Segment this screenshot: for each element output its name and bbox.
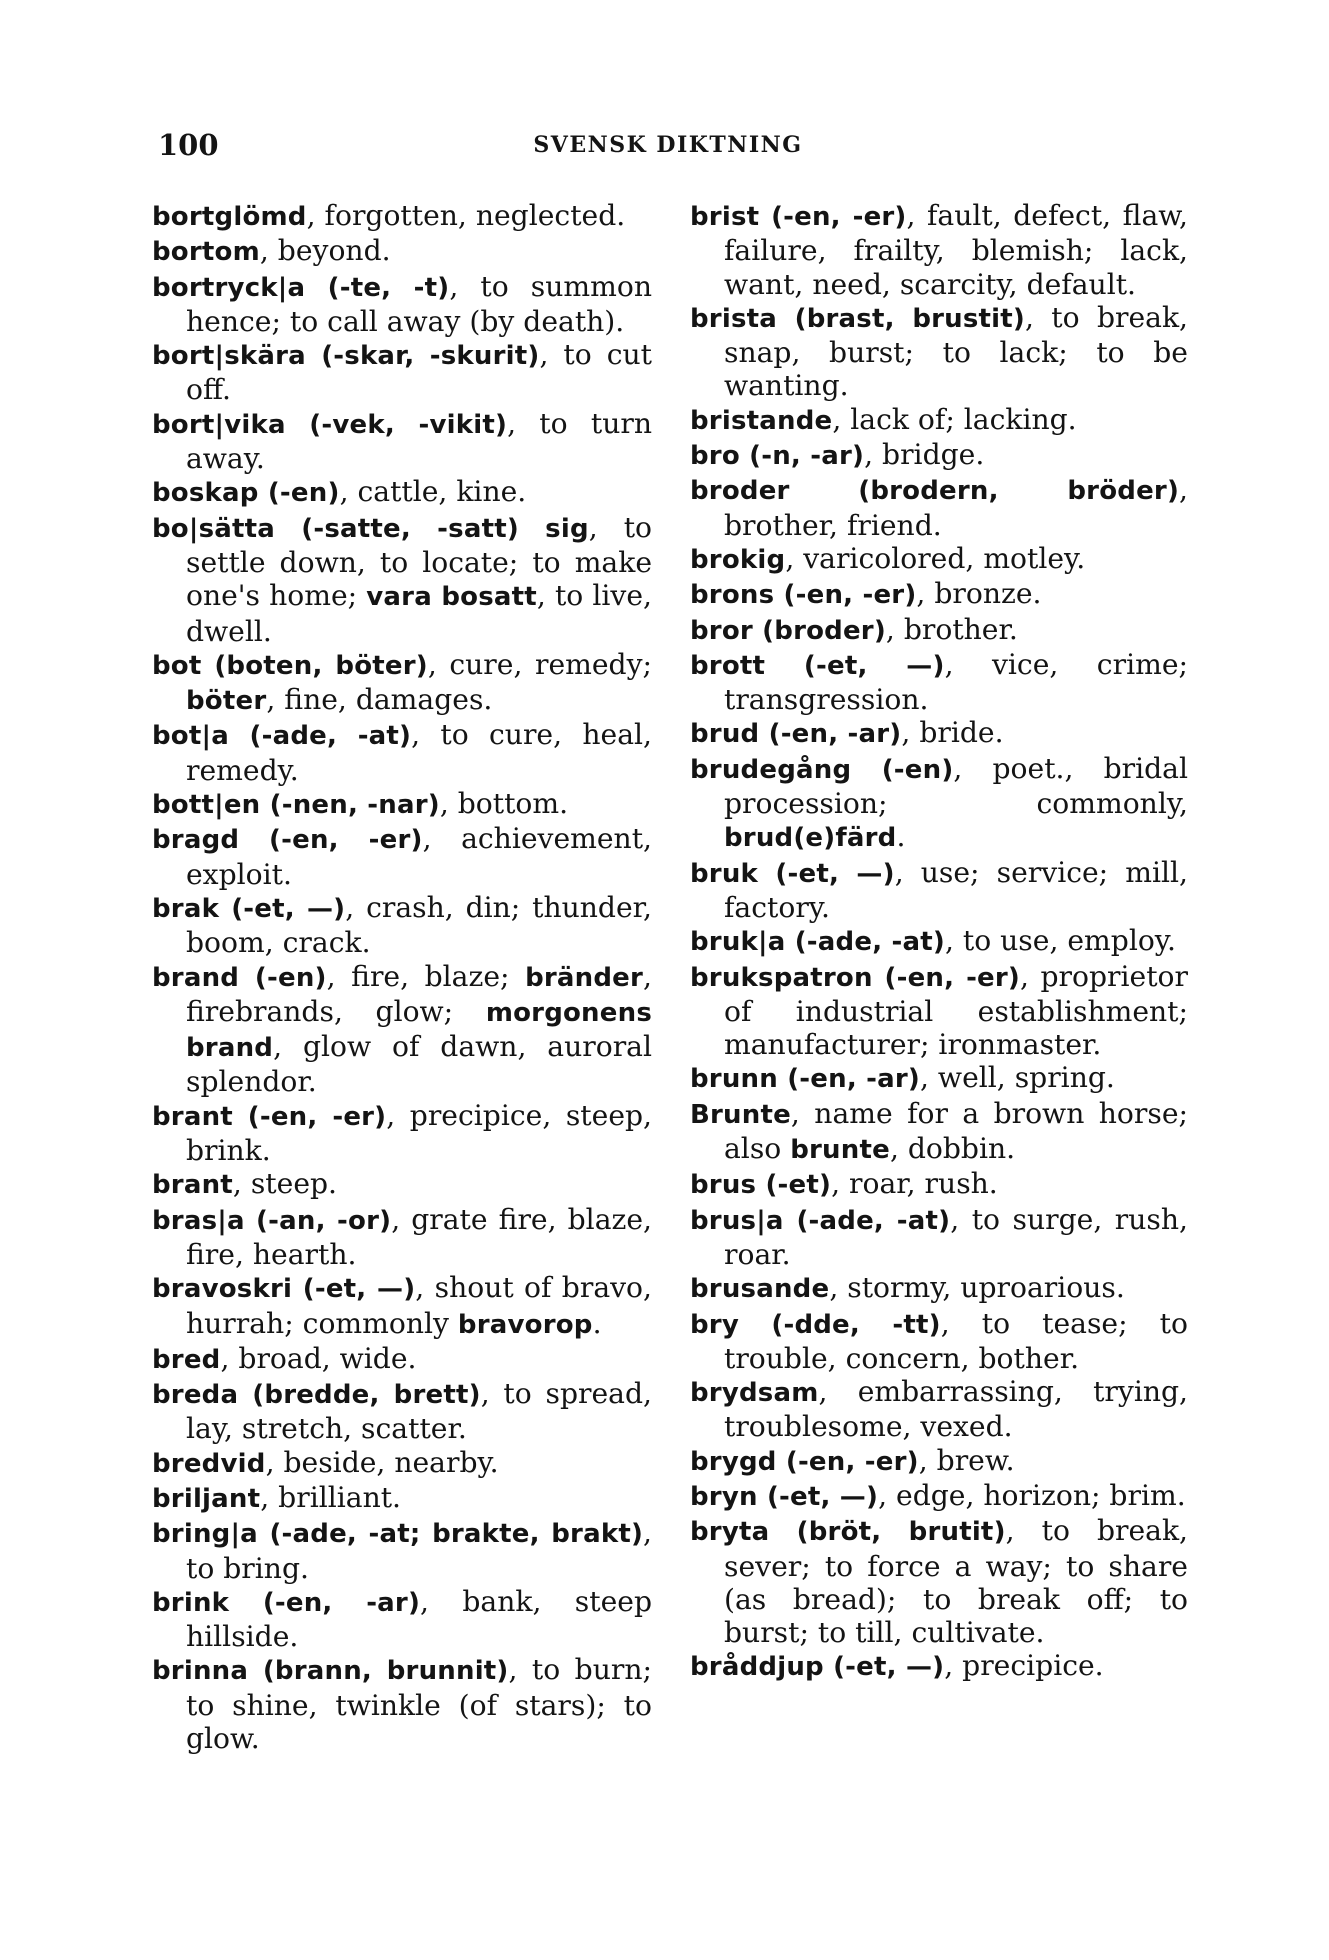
dictionary-entry xyxy=(152,822,652,891)
dictionary-entry xyxy=(690,1271,1188,1306)
definition-text: , use; service; mill, factory. xyxy=(724,855,1188,924)
headword: brus (-et) xyxy=(690,1170,832,1201)
definition-text: , firebrands, glow; xyxy=(186,959,652,1028)
headword: bring|a (-ade, -at; brakte, brakt) xyxy=(152,1519,644,1550)
headword: brunn (-en, -ar) xyxy=(690,1064,921,1095)
headword: bo|sätta (-satte, -satt) sig xyxy=(152,513,589,544)
definition-text: , proprietor of industrial establishment; manufacturer; ironmaster. xyxy=(724,959,1188,1062)
definition-text: , brew. xyxy=(918,1443,1015,1477)
dictionary-entry xyxy=(690,1167,1188,1202)
definition-text: , vice, crime; transgression. xyxy=(724,647,1188,717)
definition-text: , to spread, lay, stretch, scatter. xyxy=(186,1377,652,1446)
headword: breda (bredde, brett) xyxy=(152,1380,481,1411)
definition-text: , to cut off. xyxy=(186,338,652,407)
headword: brant xyxy=(152,1170,233,1201)
headword: bryta (bröt, brutit) xyxy=(690,1517,1006,1548)
definition-text: , to summon hence; to call away (by death). xyxy=(186,269,652,338)
definition-text: , broad, wide. xyxy=(220,1341,417,1375)
definition-text: , to break, sever; to force a way; to share (as bread); to break off; to burst; to till, cultivate. xyxy=(724,1514,1188,1650)
definition-text: , bank, steep hillside. xyxy=(186,1584,652,1654)
dictionary-entry xyxy=(152,960,652,1099)
dictionary-entry xyxy=(152,1203,652,1272)
headword: bruk|a (-ade, -at) xyxy=(690,927,945,958)
headword: brydsam xyxy=(690,1378,819,1409)
dictionary-entry xyxy=(152,199,652,234)
definition-text: , bronze. xyxy=(916,577,1042,611)
definition-text: , brother, friend. xyxy=(724,473,1188,542)
headword: brista (brast, brustit) xyxy=(690,303,1025,334)
headword: bortglömd xyxy=(152,202,307,232)
definition-text: , cure, remedy; xyxy=(427,647,652,681)
page-number: 100 xyxy=(158,128,219,162)
dictionary-entry xyxy=(690,1203,1188,1272)
definition-text: , brother. xyxy=(885,612,1018,646)
headword: brus|a (-ade, -at) xyxy=(690,1205,951,1236)
headword: brott (-et, —) xyxy=(690,650,945,681)
definition-text: , to use, employ. xyxy=(944,924,1176,958)
definition-text: , lack of; lacking. xyxy=(832,402,1077,436)
definition-text: , fine, damages. xyxy=(266,683,493,717)
dictionary-entry xyxy=(690,1514,1188,1649)
dictionary-entry xyxy=(152,1167,652,1202)
dictionary-entry xyxy=(152,338,652,407)
headword: Brunte xyxy=(690,1099,791,1130)
dictionary-entry xyxy=(690,473,1188,542)
headword: morgonens brand xyxy=(186,997,652,1064)
definition-text: , to settle down, to locate; to make one's home; xyxy=(186,510,653,613)
dictionary-entry xyxy=(152,475,652,510)
dictionary-entry xyxy=(152,1271,652,1342)
definition-text: , embarrassing, trying, troublesome, vexed. xyxy=(724,1375,1188,1444)
headword: brokig xyxy=(690,544,786,575)
definition-text: , well, spring. xyxy=(920,1061,1115,1095)
dictionary-entry xyxy=(152,1653,652,1755)
definition-text: , fire, blaze; xyxy=(326,959,526,993)
headword: bråddjup (-et, —) xyxy=(690,1652,945,1683)
headword: bristande xyxy=(690,405,833,436)
headword: vara bosatt xyxy=(366,582,537,613)
headword: brud(e)färd xyxy=(724,823,897,854)
headword: brak (-et, —) xyxy=(152,893,346,924)
definition-text: , precipice. xyxy=(944,1649,1104,1683)
headword: brusande xyxy=(690,1274,830,1305)
headword: bredvid xyxy=(152,1448,266,1479)
headword: bro (-n, -ar) xyxy=(690,441,865,472)
dictionary-entry xyxy=(152,270,652,339)
definition-text: , brilliant. xyxy=(260,1480,402,1514)
headword: brant (-en, -er) xyxy=(152,1101,387,1132)
dictionary-entry xyxy=(152,1377,652,1446)
dictionary-entry xyxy=(690,1479,1188,1514)
definition-text: , bottom. xyxy=(439,787,569,821)
definition-text: , precipice, steep, brink. xyxy=(186,1098,653,1168)
headword: bot|a (-ade, -at) xyxy=(152,721,412,752)
dictionary-entry xyxy=(152,1099,652,1168)
headword: böter xyxy=(186,686,267,717)
headword: brinna (brann, brunnit) xyxy=(152,1656,509,1687)
dictionary-entry xyxy=(690,1307,1188,1376)
dictionary-entry xyxy=(152,1481,652,1516)
definition-text: , poet., bridal procession; commonly, xyxy=(724,751,1188,821)
dictionary-entry xyxy=(690,1061,1188,1096)
dictionary-entry xyxy=(690,542,1188,577)
headword: bred xyxy=(152,1344,221,1375)
dictionary-entry xyxy=(690,1649,1188,1684)
definition-text: , stormy, uproarious. xyxy=(829,1271,1125,1305)
dictionary-entry xyxy=(152,1585,652,1654)
headword: briljant xyxy=(152,1483,261,1514)
definition-text: , edge, horizon; brim. xyxy=(878,1478,1186,1512)
definition-text: , shout of bravo, hurrah; commonly xyxy=(186,1271,652,1340)
headword: bryn (-et, —) xyxy=(690,1481,879,1512)
headword: bot (boten, böter) xyxy=(152,650,428,681)
definition-text: , dobbin. xyxy=(889,1132,1016,1166)
definition-text: , beside, nearby. xyxy=(265,1445,499,1479)
headword: bras|a (-an, -or) xyxy=(152,1205,392,1236)
headword: brud (-en, -ar) xyxy=(690,719,902,750)
dictionary-entry xyxy=(690,403,1188,438)
dictionary-entry xyxy=(690,199,1188,301)
definition-text: , crash, din; thunder, boom, crack. xyxy=(186,890,652,960)
headword: brygd (-en, -er) xyxy=(690,1446,919,1477)
dictionary-entry xyxy=(690,1097,1188,1168)
dictionary-entry xyxy=(690,716,1188,751)
dictionary-entry xyxy=(690,924,1188,959)
headword: brons (-en, -er) xyxy=(690,580,917,611)
headword: bry (-dde, -tt) xyxy=(690,1309,941,1340)
definition-text: , grate fire, blaze, fire, hearth. xyxy=(186,1202,652,1271)
dictionary-entry xyxy=(690,577,1188,612)
headword: bortom xyxy=(152,237,260,268)
headword: bortryck|a (-te, -t) xyxy=(152,272,450,303)
definition-text: , to burn; to shine, twinkle (of stars); to glow. xyxy=(186,1653,652,1756)
headword: bror (broder) xyxy=(690,615,886,646)
definition-text: , varicolored, motley. xyxy=(785,541,1086,575)
definition-text: , forgotten, neglected. xyxy=(306,199,626,232)
running-head: SVENSK DIKTNING xyxy=(533,132,803,158)
dictionary-entry xyxy=(152,648,652,719)
headword: bruk (-et, —) xyxy=(690,858,895,889)
headword: bragd (-en, -er) xyxy=(152,825,423,856)
dictionary-entry xyxy=(690,960,1188,1062)
headword: brink (-en, -ar) xyxy=(152,1587,421,1618)
definition-text: , to live, dwell. xyxy=(186,579,652,648)
definition-text: , achievement, exploit. xyxy=(186,822,652,891)
headword: bott|en (-nen, -nar) xyxy=(152,790,440,821)
right-column xyxy=(690,199,1188,1685)
definition-text: , glow of dawn, auroral splendor. xyxy=(186,1030,652,1099)
dictionary-entry xyxy=(152,1516,652,1585)
definition-text: , name for a brown horse; also xyxy=(724,1096,1188,1166)
dictionary-entry xyxy=(690,648,1188,717)
definition-text: , to surge, rush, roar. xyxy=(724,1202,1189,1271)
dictionary-entry xyxy=(152,1446,652,1481)
dictionary-entry xyxy=(152,718,652,787)
definition-text: , to turn away. xyxy=(186,406,652,476)
headword: bränder xyxy=(525,962,644,993)
definition-text: . xyxy=(896,820,906,854)
dictionary-entry xyxy=(690,856,1188,925)
headword: broder (brodern, bröder) xyxy=(690,476,1180,507)
definition-text: , roar, rush. xyxy=(831,1167,998,1201)
dictionary-entry xyxy=(152,787,652,822)
headword: brist (-en, -er) xyxy=(690,202,907,232)
left-column xyxy=(152,199,652,1755)
dictionary-entry xyxy=(690,301,1188,403)
definition-text: , cattle, kine. xyxy=(339,475,527,509)
dictionary-entry xyxy=(152,891,652,960)
definition-text: , to tease; to trouble, concern, bother. xyxy=(724,1306,1188,1375)
dictionary-entry xyxy=(152,407,652,476)
definition-text: , bridge. xyxy=(864,438,985,472)
definition-text: , steep. xyxy=(232,1167,338,1201)
dictionary-entry xyxy=(152,234,652,269)
headword: bravoskri (-et, —) xyxy=(152,1274,416,1305)
definition-text: , to bring. xyxy=(186,1516,652,1585)
headword: bort|skära (-skar, -skurit) xyxy=(152,341,540,372)
definition-text: , bride. xyxy=(901,716,1004,750)
headword: brand (-en) xyxy=(152,962,327,993)
dictionary-entry xyxy=(690,1444,1188,1479)
headword: brunte xyxy=(790,1135,890,1166)
dictionary-entry xyxy=(690,613,1188,648)
dictionary-entry xyxy=(690,1375,1188,1444)
headword: boskap (-en) xyxy=(152,478,340,509)
dictionary-entry xyxy=(690,752,1188,856)
definition-text: , to break, snap, burst; to lack; to be wanting. xyxy=(724,300,1188,403)
dictionary-entry xyxy=(152,511,652,648)
page-header xyxy=(158,128,1178,162)
dictionary-entry xyxy=(690,438,1188,473)
headword: brudegång (-en) xyxy=(690,754,954,785)
definition-text: , to cure, heal, remedy. xyxy=(186,718,652,787)
headword: bravorop xyxy=(457,1309,593,1340)
headword: brukspatron (-en, -er) xyxy=(690,962,1020,993)
definition-text: , fault, defect, flaw, failure, frailty, blemish; lack, want, need, scarcity, default. xyxy=(724,199,1188,301)
definition-text: . xyxy=(592,1306,602,1340)
headword: bort|vika (-vek, -vikit) xyxy=(152,409,508,440)
dictionary-entry xyxy=(152,1342,652,1377)
definition-text: , beyond. xyxy=(259,234,391,268)
